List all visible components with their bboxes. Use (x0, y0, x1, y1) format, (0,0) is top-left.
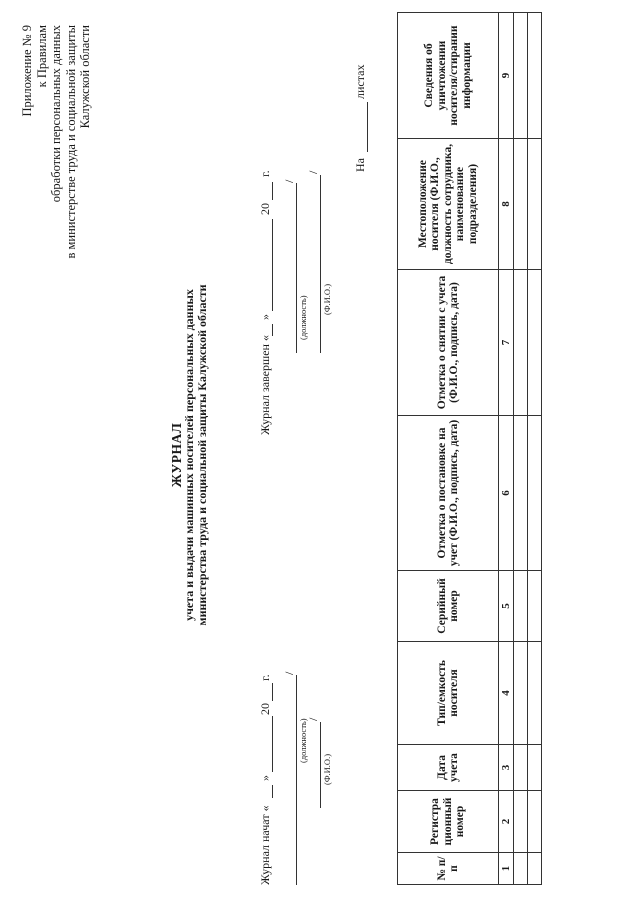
appendix-line: в министерстве труда и социальной защиты (63, 25, 78, 259)
appendix-line: к Правилам (34, 25, 49, 88)
table-cell (528, 139, 542, 270)
appendix-line: Приложение № 9 (20, 25, 34, 117)
sheets-prefix: На (353, 158, 367, 172)
table-cell (528, 745, 542, 791)
table-cell (528, 642, 542, 745)
end-name-caption: (Ф.И.О.) (322, 283, 332, 315)
column-header: Отметка о постановке на учет (Ф.И.О., подпись, дата) (398, 416, 499, 571)
start-day-line (272, 785, 273, 798)
start-slash: / (306, 717, 320, 721)
table-cell (514, 571, 528, 642)
table-cell (514, 791, 528, 853)
end-year-prefix: 20 (258, 203, 272, 215)
sheets-number-line (367, 102, 368, 152)
column-number: 1 (499, 853, 514, 885)
column-number: 7 (499, 270, 514, 416)
start-slash: / (282, 671, 296, 675)
table-cell (514, 13, 528, 139)
document-title (170, 255, 209, 655)
table-cell (514, 270, 528, 416)
table-cell (514, 642, 528, 745)
column-header: Дата учета (398, 745, 499, 791)
column-header: Местоположение носителя (Ф.И.О., должность сотрудника, наименование подразделения) (398, 139, 499, 270)
appendix-line: обработки персональных данных (49, 25, 63, 203)
appendix-line: Калужской области (78, 25, 92, 129)
start-position-caption: (должность) (298, 718, 308, 763)
table-cell (514, 416, 528, 571)
start-name-line (320, 722, 321, 808)
table-cell (528, 571, 542, 642)
table-cell (528, 853, 542, 885)
appendix-note (20, 25, 93, 285)
column-header: Тип/емкость носителя (398, 642, 499, 745)
end-day-line (272, 324, 273, 336)
end-month-line (272, 219, 273, 311)
start-quote-close: » (258, 775, 272, 781)
column-number: 9 (499, 13, 514, 139)
start-year-line (272, 683, 273, 701)
end-slash: / (282, 179, 296, 183)
title-line-3: министерства труда и социальной защиты Калужской области (195, 284, 209, 626)
title-line-2: учета и выдачи машинных носителей персональных данных (182, 289, 196, 621)
start-year-prefix: 20 (258, 703, 272, 715)
journal-start-label: Журнал начат « (258, 805, 272, 885)
end-position-line (296, 183, 297, 353)
journal-end-label: Журнал завершен « (258, 335, 272, 435)
column-number: 6 (499, 416, 514, 571)
end-position-caption: (должность) (298, 295, 308, 340)
table-cell (514, 853, 528, 885)
column-number: 4 (499, 642, 514, 745)
table-row (514, 13, 528, 885)
table-row (528, 13, 542, 885)
end-quote-close: » (258, 314, 272, 320)
end-year-suffix: г. (258, 170, 272, 177)
start-name-caption: (Ф.И.О.) (322, 753, 332, 785)
start-year-suffix: г. (258, 674, 272, 681)
column-header: Регистра ционный номер (398, 791, 499, 853)
column-number: 3 (499, 745, 514, 791)
table-cell (528, 791, 542, 853)
journal-table (397, 12, 542, 885)
column-number: 5 (499, 571, 514, 642)
column-header: Сведения об уничтожении носителя/стирании информации (398, 13, 499, 139)
title-main: ЖУРНАЛ (169, 422, 184, 488)
table-cell (528, 416, 542, 571)
column-header: Отметка о снятии с учета (Ф.И.О., подпись, дата) (398, 270, 499, 416)
sheets-suffix: листах (353, 64, 367, 99)
column-header: № п/п (398, 853, 499, 885)
table-cell (514, 745, 528, 791)
start-position-line (296, 675, 297, 885)
end-name-line (320, 175, 321, 353)
table-header-row (398, 13, 499, 885)
table-cell (514, 139, 528, 270)
end-year-line (272, 182, 273, 200)
end-slash: / (306, 170, 320, 174)
column-header: Серийный номер (398, 571, 499, 642)
table-cell (528, 270, 542, 416)
column-number: 2 (499, 791, 514, 853)
start-month-line (272, 716, 273, 772)
table-cell (528, 13, 542, 139)
column-number-row (499, 13, 514, 885)
column-number: 8 (499, 139, 514, 270)
